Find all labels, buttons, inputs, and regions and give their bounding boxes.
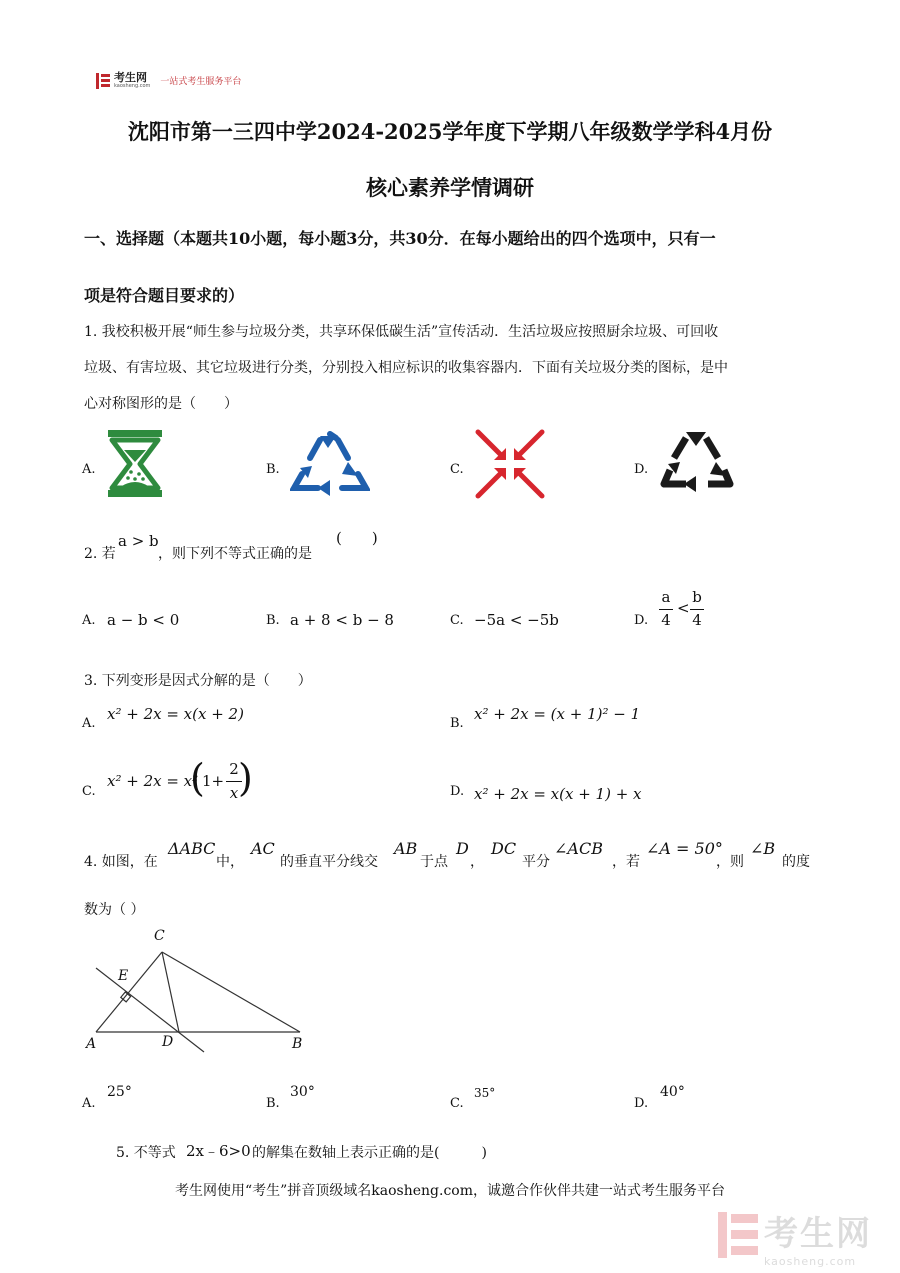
q2-option-d-rel: < (677, 599, 690, 617)
q3-option-c-one: 1+ (202, 772, 225, 790)
q2-option-d-num1: a (661, 588, 671, 606)
q2-option-d-label: D. (634, 613, 649, 628)
logo-name: 考生网 (114, 71, 147, 84)
logo-slogan: 一站式考生服务平台 (160, 77, 242, 87)
q1-option-b-label: B. (266, 462, 280, 477)
q4-option-b-label: B. (266, 1096, 280, 1111)
q4-point-d: D (456, 839, 469, 858)
logo-text-block (114, 72, 150, 89)
logo-icon (96, 73, 110, 89)
q2-option-d-den2: 4 (692, 611, 702, 629)
q2-suffix: ，则下列不等式正确的是 (158, 546, 312, 562)
q1-option-b-recycle-icon (290, 430, 370, 504)
q4-segment-ab: AB (394, 839, 418, 858)
q2-option-d-fraction-bar-2 (690, 609, 704, 610)
q5-text-1: 5. 不等式 (116, 1145, 176, 1161)
q4-option-c-value: 35° (474, 1086, 496, 1100)
page-title-line1: 沈阳市第一三四中学2024-2025学年度下学期八年级数学学科4月份 (127, 119, 773, 144)
figure-label-a: A (86, 1036, 97, 1052)
q2-option-a-label: A. (82, 613, 96, 628)
q4-text-4: 于点 (420, 854, 448, 870)
watermark-name: 考生网 (764, 1214, 872, 1254)
figure-side-ac (96, 952, 162, 1032)
figure-label-b: B (292, 1036, 303, 1052)
q1-line3: 心对称图形的是（ ） (84, 396, 238, 412)
figure-label-e: E (118, 968, 129, 984)
q3-option-d-expr: x² + 2x = x(x + 1) + x (474, 785, 642, 803)
q4-option-d-label: D. (634, 1096, 649, 1111)
watermark-domain: kaosheng.com (764, 1255, 857, 1268)
q1-option-a-label: A. (82, 462, 96, 477)
q2-condition: a > b (118, 532, 159, 550)
q3-option-a-label: A. (82, 716, 96, 731)
q4-triangle-abc: ΔABC (168, 839, 216, 858)
q2-option-b-label: B. (266, 613, 280, 628)
q4-text-9: 的度 (782, 854, 810, 870)
q4-text-8: ，则 (716, 854, 744, 870)
q3-option-c-num: 2 (229, 760, 239, 778)
q4-text-1: 4. 如图，在 (84, 854, 158, 870)
q4-angle-a-value: ∠A = 50° (646, 839, 723, 858)
q1-line2: 垃圾、有害垃圾、其它垃圾进行分类，分别投入相应标识的收集容器内．下面有关垃圾分类的图标，是中 (84, 360, 728, 376)
q4-segment-ac: AC (251, 839, 275, 858)
q2-option-a-expr: a − b < 0 (107, 611, 180, 629)
q4-text-6: 平分 (522, 854, 550, 870)
figure-perpendicular-bisector (96, 968, 204, 1052)
q4-angle-acb: ∠ACB (554, 839, 603, 858)
q2-option-c-label: C. (450, 613, 464, 628)
q1-option-d-recycle-icon (660, 428, 734, 500)
q3-option-b-expr: x² + 2x = (x + 1)² − 1 (474, 705, 641, 723)
q1-option-d-label: D. (634, 462, 649, 477)
q2-prefix: 2. 若 (84, 546, 116, 562)
q4-option-d-value: 40° (660, 1084, 685, 1100)
q2-paren: ( ) (336, 529, 378, 547)
q1-option-a-hourglass-icon (104, 428, 166, 504)
q2-option-c-expr: −5a < −5b (474, 611, 559, 629)
q4-segment-dc: DC (491, 839, 517, 858)
q4-text-7: ，若 (612, 854, 640, 870)
q1-option-c-label: C. (450, 462, 464, 477)
q3-option-c-left-paren: ( (190, 756, 205, 800)
q1-option-c-arrows-icon (474, 428, 546, 504)
q4-line2: 数为（ ） (84, 902, 145, 918)
q3-option-d-label: D. (450, 784, 465, 799)
section-heading-line1: 一、选择题（本题共10小题，每小题3分，共30分．在每小题给出的四个选项中，只有一 (84, 229, 716, 248)
q3-option-c-pre: x² + 2x = x² (107, 772, 199, 790)
q2-option-d-num2: b (692, 588, 702, 606)
q2-option-b-expr: a + 8 < b − 8 (290, 611, 394, 629)
q3-option-c-label: C. (82, 784, 96, 799)
q5-text-2: 的解集在数轴上表示正确的是( ) (252, 1145, 487, 1161)
q4-text-3: 的垂直平分线交 (280, 854, 378, 870)
q4-angle-b: ∠B (750, 839, 776, 858)
q4-option-a-value: 25° (107, 1084, 132, 1100)
q4-option-c-label: C. (450, 1096, 464, 1111)
watermark-logo-icon (718, 1212, 758, 1262)
figure-label-c: C (154, 928, 165, 944)
q3-option-a-expr: x² + 2x = x(x + 2) (107, 705, 244, 723)
q4-option-b-value: 30° (290, 1084, 315, 1100)
q2-option-d-den1: 4 (661, 611, 671, 629)
q1-line1: 1. 我校积极开展“师生参与垃圾分类，共享环保低碳生活”宣传活动．生活垃圾应按照厨余垃圾、可回收 (84, 324, 719, 340)
figure-segment-cd (162, 952, 179, 1032)
q4-option-a-label: A. (82, 1096, 96, 1111)
figure-label-d: D (162, 1034, 174, 1050)
q4-text-2: 中， (216, 854, 244, 870)
q3-option-b-label: B. (450, 716, 464, 731)
q3-stem: 3. 下列变形是因式分解的是（ ） (84, 673, 312, 689)
figure-side-cb (162, 952, 300, 1032)
q4-triangle-figure (84, 928, 314, 1062)
q5-inequality: 2x﹣6>0 (186, 1142, 251, 1160)
q2-option-d-fraction-bar-1 (659, 609, 673, 610)
q3-option-c-right-paren: ) (238, 756, 253, 800)
q3-option-c-den: x (229, 784, 239, 802)
page-footer: 考生网使用“考生”拼音顶级域名kaosheng.com，诚邀合作伙伴共建一站式考生服务平台 (174, 1183, 726, 1199)
header-logo (96, 72, 241, 89)
corner-watermark (718, 1206, 872, 1268)
watermark-text-block (764, 1206, 872, 1268)
page-title-line2: 核心素养学情调研 (366, 175, 534, 200)
q4-text-5: ， (470, 854, 484, 870)
logo-domain: kaosheng.com (114, 83, 151, 89)
section-heading-line2: 项是符合题目要求的） (84, 286, 245, 305)
